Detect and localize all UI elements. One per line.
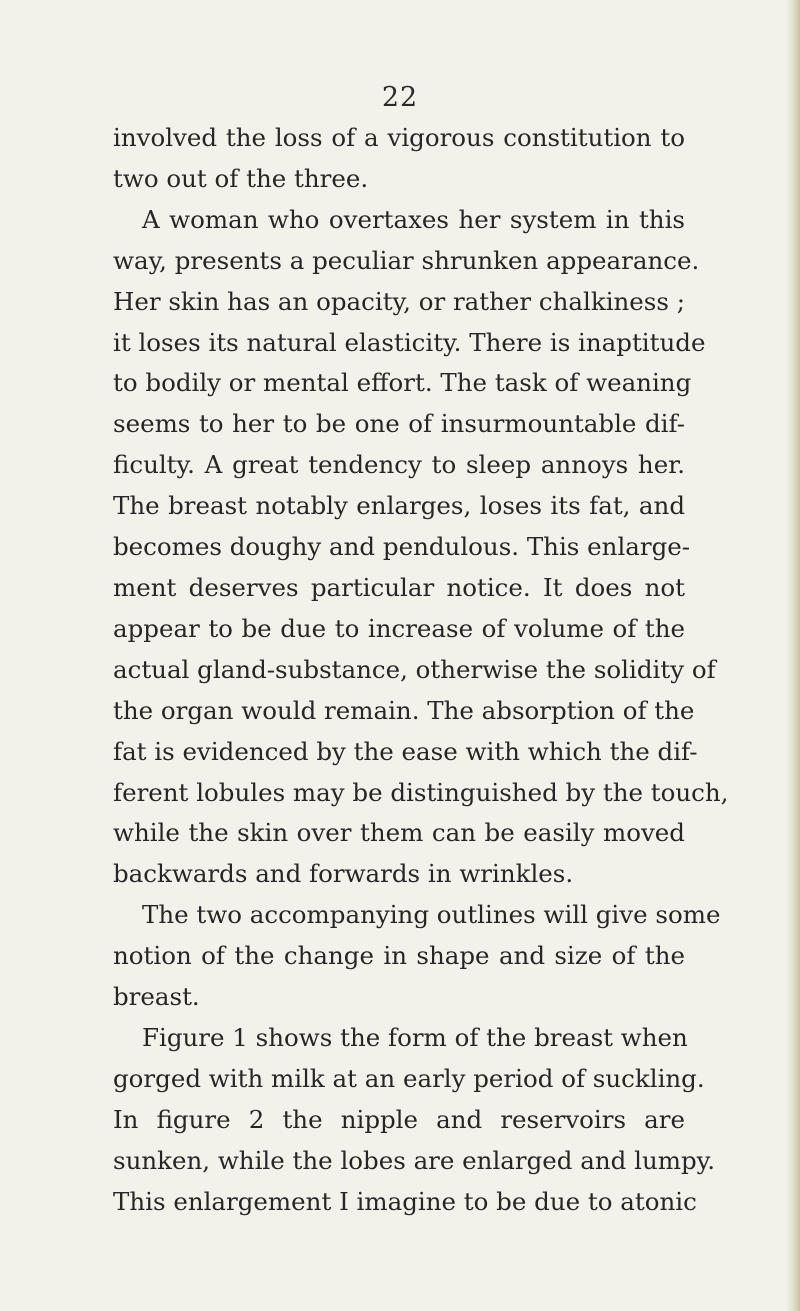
text-line: Figure 1 shows the form of the breast when	[142, 1022, 688, 1052]
text-line: notion of the change in shape and size of the	[113, 941, 685, 971]
text-line: way, presents a peculiar shrunken appearance.	[113, 245, 700, 275]
text-line: to bodily or mental effort. The task of weaning	[113, 368, 692, 398]
text-line: The breast notably enlarges, loses its fat, and	[113, 491, 685, 521]
text-line: ficulty. A great tendency to sleep annoys her.	[113, 450, 685, 480]
text-line: the organ would remain. The absorption of the	[113, 695, 695, 725]
text-line: involved the loss of a vigorous constitution to	[113, 123, 685, 152]
text-line: sunken, while the lobes are enlarged and lumpy.	[113, 1145, 716, 1175]
text-line: becomes doughy and pendulous. This enlarge-	[113, 532, 691, 562]
body-text	[113, 118, 729, 1222]
text-line: appear to be due to increase of volume of the	[113, 613, 685, 643]
text-line: while the skin over them can be easily moved	[113, 818, 685, 848]
text-line: ment deserves particular notice. It does not	[113, 572, 685, 602]
text-line: gorged with milk at an early period of suckling.	[113, 1063, 705, 1093]
page-number: 22	[381, 82, 419, 113]
text-line: it loses its natural elasticity. There is inaptitude	[113, 327, 706, 357]
text-line: actual gland-substance, otherwise the solidity of	[113, 654, 716, 684]
text-line: two out of the three.	[113, 163, 369, 193]
text-line: backwards and forwards in wrinkles.	[113, 859, 574, 889]
text-line: Her skin has an opacity, or rather chalkiness ;	[113, 286, 685, 316]
page-edge-shadow	[786, 0, 800, 1311]
text-line: ferent lobules may be distinguished by the touch,	[113, 777, 729, 807]
text-line: This enlargement I imagine to be due to atonic	[113, 1186, 697, 1216]
text-line: breast.	[113, 982, 200, 1012]
text-line: A woman who overtaxes her system in this	[142, 204, 685, 234]
text-line: In figure 2 the nipple and reservoirs are	[113, 1104, 685, 1134]
text-line: fat is evidenced by the ease with which the dif-	[113, 736, 698, 766]
text-line: The two accompanying outlines will give some	[142, 900, 721, 930]
text-line: seems to her to be one of insurmountable dif-	[113, 409, 685, 439]
